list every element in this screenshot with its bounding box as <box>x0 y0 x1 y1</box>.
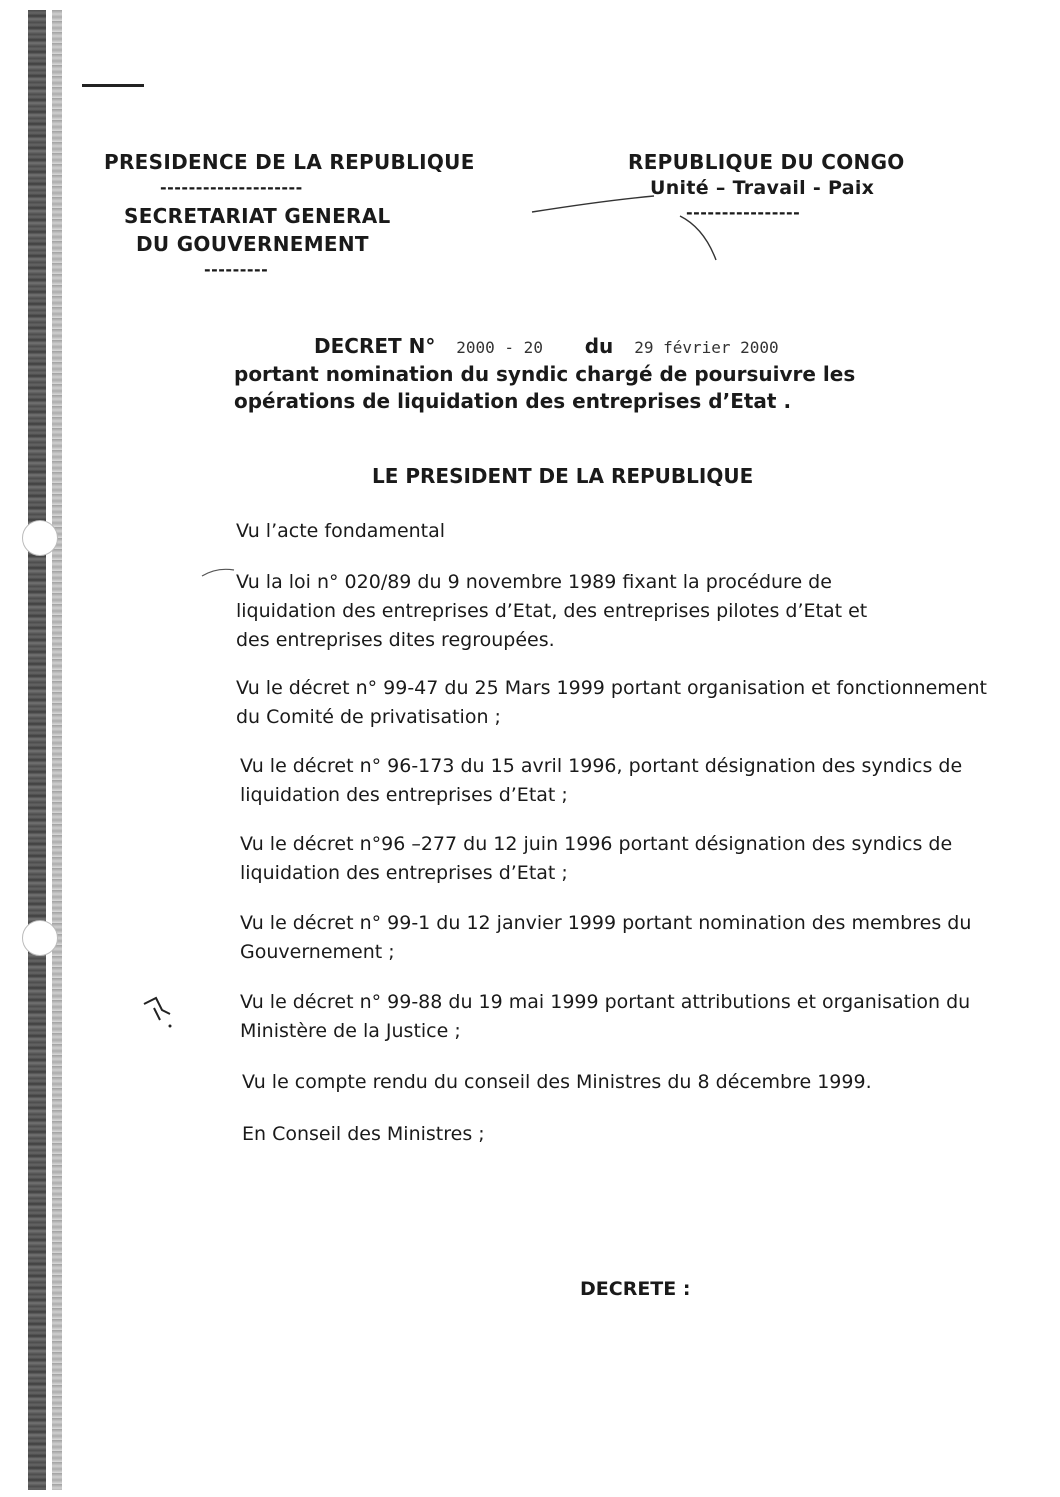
header-right-dashes: ---------------- <box>686 203 801 222</box>
visa-line: Vu le décret n° 99-88 du 19 mai 1999 portant attributions et organisation du <box>240 991 971 1013</box>
visa-line: Ministère de la Justice ; <box>240 1020 461 1042</box>
header-motto: Unité – Travail - Paix <box>650 177 875 199</box>
visa-line: du Comité de privatisation ; <box>236 706 501 728</box>
header-republique: REPUBLIQUE DU CONGO <box>628 150 905 174</box>
president-heading: LE PRESIDENT DE LA REPUBLIQUE <box>372 464 754 488</box>
decree-title-line-2: opérations de liquidation des entreprises d’Etat . <box>234 389 792 413</box>
visa-line: liquidation des entreprises d’Etat, des entreprises pilotes d’Etat et <box>236 600 868 622</box>
visa-line: Vu le décret n°96 –277 du 12 juin 1996 portant désignation des syndics de <box>240 833 953 855</box>
visa-line: Vu le décret n° 99-1 du 12 janvier 1999 portant nomination des membres du <box>240 912 972 934</box>
header-left-dashes-2: --------- <box>204 260 269 279</box>
visa-item <box>236 674 987 732</box>
visa-line: Vu la loi n° 020/89 du 9 novembre 1989 fixant la procédure de <box>236 571 832 593</box>
visa-line: des entreprises dites regroupées. <box>236 629 555 651</box>
ink-mark <box>140 990 180 1030</box>
decree-heading <box>314 334 779 358</box>
decree-label: DECRET N° <box>314 334 436 358</box>
decree-du: du <box>584 334 614 358</box>
binding-edge <box>28 10 46 1490</box>
ink-mark <box>200 566 236 580</box>
visa-item <box>236 517 445 546</box>
decrete-heading: DECRETE : <box>580 1278 691 1300</box>
visa-item <box>240 988 970 1046</box>
header-gouvernement: DU GOUVERNEMENT <box>136 232 369 256</box>
visa-line: liquidation des entreprises d’Etat ; <box>240 784 568 806</box>
header-presidence: PRESIDENCE DE LA REPUBLIQUE <box>104 150 475 174</box>
punch-hole <box>22 520 58 556</box>
visa-line: Vu le décret n° 96-173 du 15 avril 1996, portant désignation des syndics de <box>240 755 963 777</box>
visa-line: Gouvernement ; <box>240 941 395 963</box>
header-secretariat: SECRETARIAT GENERAL <box>124 204 391 228</box>
top-mark <box>82 84 144 87</box>
punch-hole <box>22 920 58 956</box>
visa-line: Vu l’acte fondamental <box>236 520 446 542</box>
header-left-dashes: -------------------- <box>160 178 303 197</box>
visa-item <box>242 1120 485 1149</box>
visa-item <box>240 909 971 967</box>
visa-line: Vu le décret n° 99-47 du 25 Mars 1999 portant organisation et fonctionnement <box>236 677 987 699</box>
decree-title-line-1: portant nomination du syndic chargé de poursuivre les <box>234 362 856 386</box>
visa-item <box>240 830 952 888</box>
visa-line: liquidation des entreprises d’Etat ; <box>240 862 568 884</box>
decree-number: 2000 - 20 <box>456 338 543 357</box>
visa-item <box>236 568 867 655</box>
binding-shadow <box>52 10 62 1490</box>
decree-date: 29 février 2000 <box>634 338 779 357</box>
visa-item <box>240 752 962 810</box>
pen-stroke <box>530 186 730 266</box>
visa-item <box>242 1068 872 1097</box>
visa-line: En Conseil des Ministres ; <box>242 1123 485 1145</box>
visa-line: Vu le compte rendu du conseil des Ministres du 8 décembre 1999. <box>242 1071 872 1093</box>
